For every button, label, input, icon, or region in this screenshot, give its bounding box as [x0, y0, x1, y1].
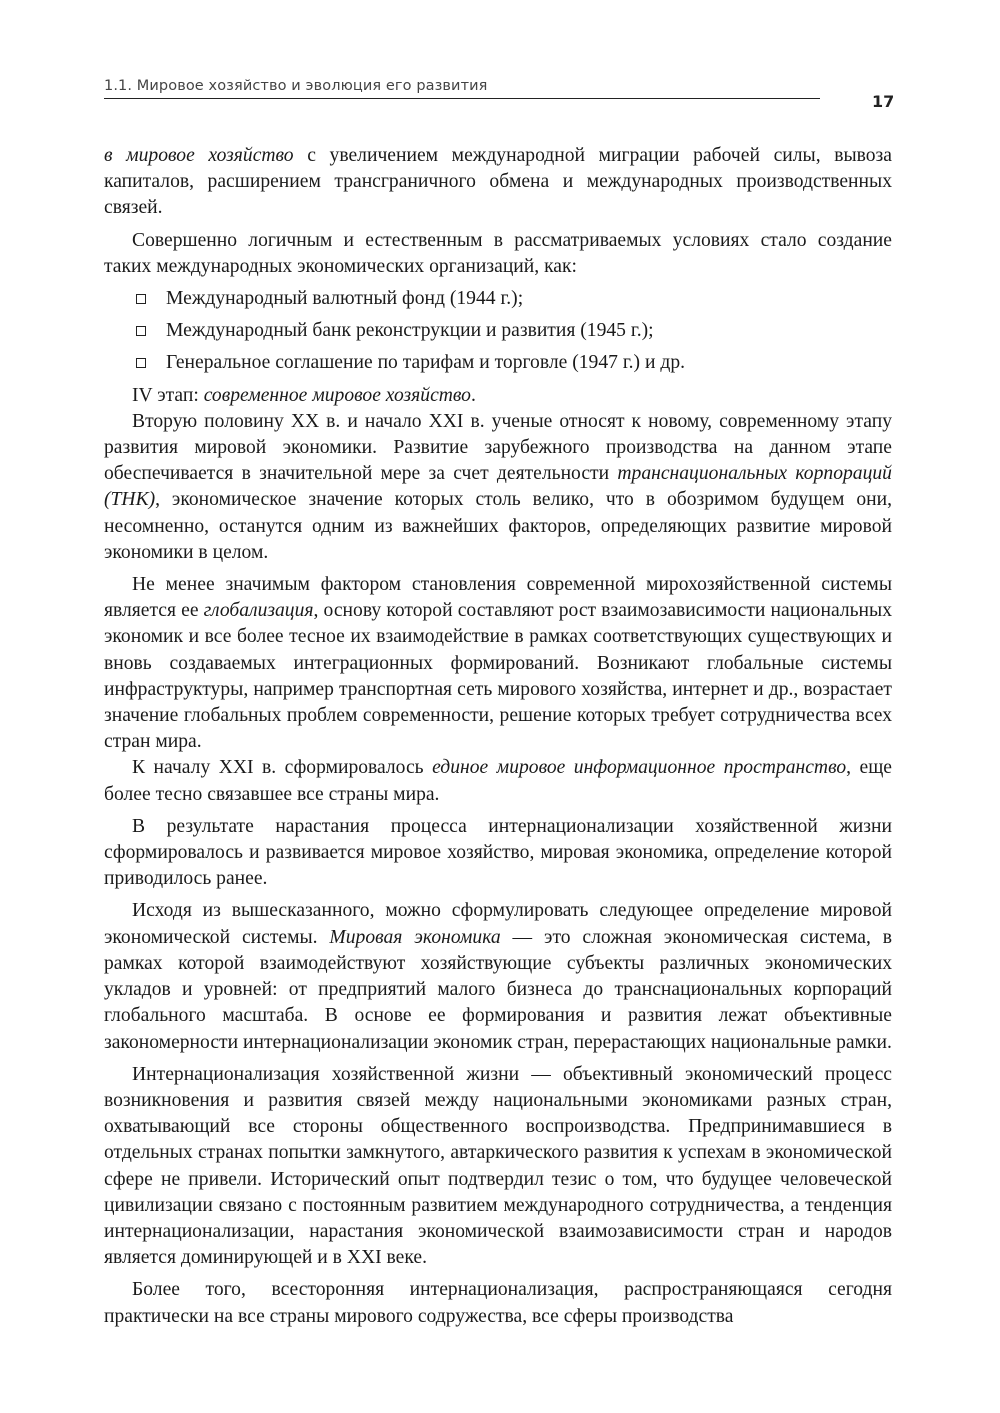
- paragraph-6-text-a: К началу XXI в. сформировалось: [132, 757, 433, 779]
- body-text: [104, 143, 892, 1330]
- checkbox-bullet-icon: [136, 294, 146, 304]
- checkbox-bullet-icon: [136, 326, 146, 336]
- paragraph-4-text-b: , экономическое значение которых столь велико, что в обозримом будущем они, несомненно, останутся одним из важнейших факторов, определяющих развитие мировой экономики в целом.: [104, 489, 892, 563]
- running-head: 1.1. Мировое хозяйство и эволюция его развития: [104, 78, 820, 99]
- list-item-text: Международный банк реконструкции и развития (1945 г.);: [166, 320, 654, 342]
- paragraph-6: [104, 755, 892, 807]
- paragraph-8-emphasis: Мировая экономика: [329, 926, 501, 948]
- paragraph-1-text: с увеличением международной миграции рабочей силы, вывоза капиталов, расширением трансграничного обмена и международных производственных связей.: [104, 145, 892, 219]
- stage-period: .: [470, 384, 476, 406]
- paragraph-5-text-a: Не менее значимым фактором становления современной мирохозяйственной системы является ее: [104, 574, 892, 622]
- paragraph-9: Интернационализация хозяйственной жизни — объективный экономический процесс возникновения и развития связей между национальными экономиками разных стран, охватывающий все стороны общественного воспроизводства. Предпринимавшиеся в отдельных странах попытки замкнутого, автаркического развития к успехам в экономической сфере не привели. Исторический опыт подтвердил тезис о том, что будущее человеческой цивилизации связано с постоянным развитием международного сотрудничества, а тенденция интернационализации, нарастания экономической взаимозависимости стран и народов является доминирующей и в XXI веке.: [104, 1063, 892, 1269]
- paragraph-8: [104, 898, 892, 1055]
- list-item: [136, 350, 892, 376]
- paragraph-2: Совершенно логичным и естественным в рассматриваемых условиях стало создание таких международных экономических организаций, как:: [104, 229, 892, 277]
- paragraph-4: [104, 409, 892, 566]
- paragraph-5-emphasis: глобализация: [203, 600, 314, 622]
- paragraph-1-emphasis: в мировое хозяйство: [104, 145, 294, 166]
- paragraph-8-text-b: — это сложная экономическая система, в рамках которой взаимодействуют хозяйствующие субъекты различных экономических укладов и уровней: от предприятий малого бизнеса до транснациональных корпораций глобального масштаба. В основе ее формирования и развития лежат объективные закономерности интернационализации экономик стран, перерастающих национальные рамки.: [104, 926, 892, 1053]
- organizations-list: [104, 286, 892, 377]
- paragraph-stage-4: [104, 383, 892, 409]
- page-number: 17: [872, 92, 895, 111]
- paragraph-6-emphasis: единое мировое информационное пространство: [432, 757, 847, 779]
- stage-label: IV этап:: [132, 384, 204, 406]
- stage-title: современное мировое хозяйство: [203, 384, 471, 406]
- paragraph-4-emphasis: транснациональных корпораций (ТНК): [104, 463, 892, 511]
- paragraph-6-text-b: , еще более тесно связавшее все страны мира.: [104, 757, 892, 805]
- list-item: [136, 318, 892, 344]
- checkbox-bullet-icon: [136, 358, 146, 368]
- paragraph-5: [104, 572, 892, 755]
- paragraph-10: Более того, всесторонняя интернационализация, распространяющаяся сегодня практически на все страны мирового содружества, все сферы производства: [104, 1279, 892, 1327]
- list-item-text: Международный валютный фонд (1944 г.);: [166, 288, 524, 310]
- paragraph-8-text-a: Исходя из вышесказанного, можно сформулировать следующее определение мировой экономической системы.: [104, 900, 892, 948]
- list-item-text: Генеральное соглашение по тарифам и торговле (1947 г.) и др.: [166, 352, 686, 374]
- paragraph-5-text-b: , основу которой составляют рост взаимозависимости национальных экономик и все более тесное их взаимодействие в рамках соответствующих существующих и вновь создаваемых интеграционных формирований. Возникают глобальные системы инфраструктуры, например транспортная сеть мирового хозяйства, интернет и др., возрастает значение глобальных проблем современности, решение которых требует сотрудничества всех стран мира.: [104, 600, 892, 753]
- paragraph-4-text-a: Вторую половину XX в. и начало XXI в. ученые относят к новому, современному этапу развития мировой экономики. Развитие зарубежного производства на данном этапе обеспечивается в значительной мере за счет деятельности: [104, 410, 892, 485]
- list-item: [136, 286, 892, 312]
- paragraph-1: [104, 143, 892, 222]
- paragraph-7: В результате нарастания процесса интернационализации хозяйственной жизни сформировалось и развивается мировое хозяйство, мировая экономика, определение которой приводилось ранее.: [104, 815, 892, 890]
